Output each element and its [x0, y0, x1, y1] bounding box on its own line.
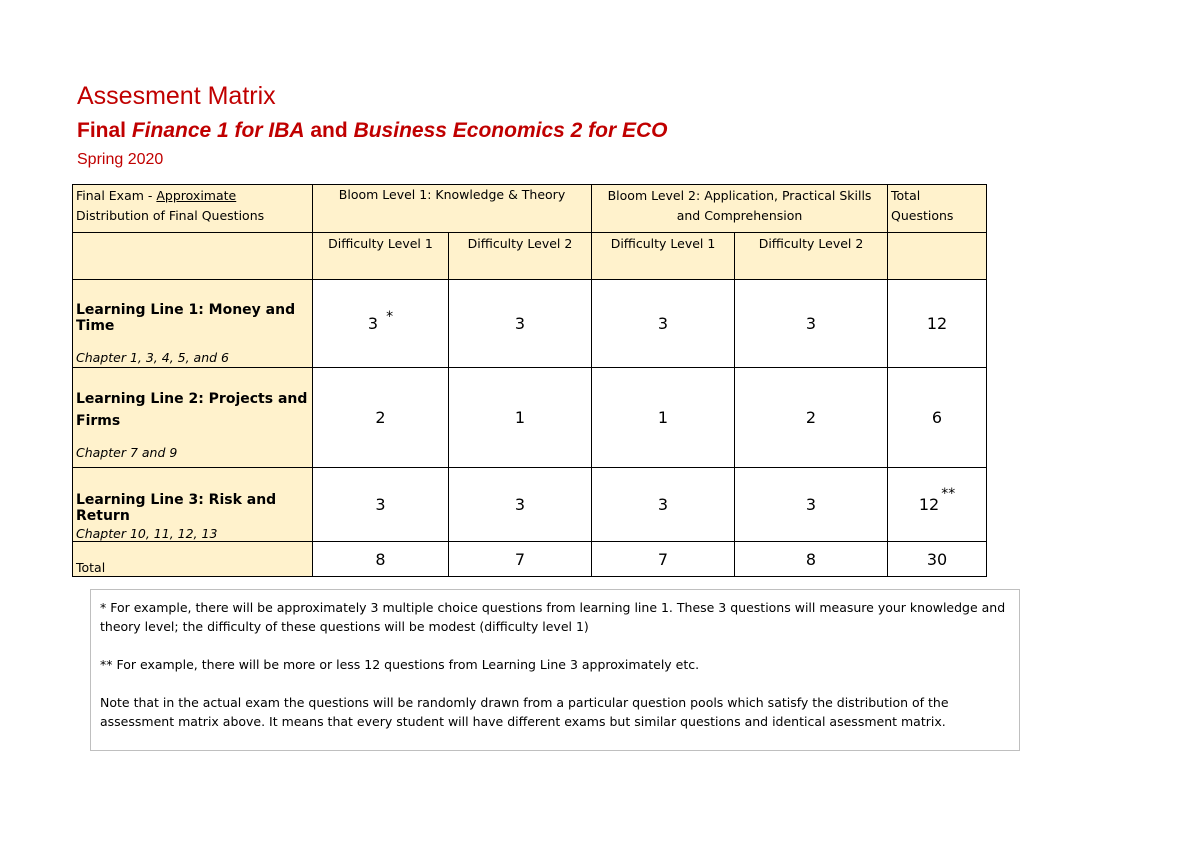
table-row: [73, 468, 987, 542]
corner-rest: Distribution of Final Questions: [76, 208, 265, 223]
total-value-cell: 8: [735, 542, 888, 577]
course-finance: Finance 1 for IBA: [131, 119, 305, 142]
header-row-difficulty: [73, 233, 987, 280]
learning-line-chapters: Chapter 10, 11, 12, 13: [76, 526, 218, 541]
learning-line-cell: [73, 280, 313, 368]
value-cell: 1: [449, 368, 592, 468]
value-cell: 3: [735, 468, 888, 542]
learning-line-cell: [73, 468, 313, 542]
table-row: [73, 280, 987, 368]
row-total-cell: [888, 468, 987, 542]
value-cell: 3: [592, 280, 735, 368]
corner-underlined: Approximate: [156, 188, 237, 203]
corner-prefix: Final Exam -: [76, 188, 157, 203]
difficulty-1-bloom-2: Difficulty Level 1: [592, 233, 735, 280]
difficulty-2-bloom-2: Difficulty Level 2: [735, 233, 888, 280]
learning-line-title: Learning Line 1: Money and Time: [76, 302, 296, 334]
value-cell: 3: [449, 280, 592, 368]
value-cell: 1: [592, 368, 735, 468]
grand-total-cell: 30: [888, 542, 987, 577]
blank-header-cell: [73, 233, 313, 280]
difficulty-2-bloom-1: Difficulty Level 2: [449, 233, 592, 280]
total-questions-header: Total Questions: [888, 185, 987, 233]
exam-subtitle: [77, 119, 668, 143]
learning-line-title: Learning Line 2: Projects and Firms: [76, 391, 308, 429]
course-economics: Business Economics 2 for ECO: [353, 119, 668, 142]
value-cell: 3: [735, 280, 888, 368]
bloom-level-1-header: Bloom Level 1: Knowledge & Theory: [313, 185, 592, 233]
value-cell: 3: [592, 468, 735, 542]
subtitle-and: and: [304, 119, 354, 142]
footnotes-box: [90, 589, 1020, 751]
learning-line-chapters: Chapter 1, 3, 4, 5, and 6: [76, 350, 229, 365]
footnote-1: * For example, there will be approximately 3 multiple choice questions from learning line 1. These 3 questions will measure your knowledge and theory level; the difficulty of these questions will be modest (difficulty level 1): [100, 600, 1006, 634]
value-cell: [313, 280, 449, 368]
totals-label: Total: [73, 542, 313, 577]
value-text: 12: [918, 495, 940, 514]
value-cell: 3: [313, 468, 449, 542]
corner-cell: [73, 185, 313, 233]
header-row-bloom: [73, 185, 987, 233]
total-value-cell: 8: [313, 542, 449, 577]
total-value-cell: 7: [449, 542, 592, 577]
assessment-matrix-table: [72, 184, 987, 577]
row-total-cell: 6: [888, 368, 987, 468]
totals-row: [73, 542, 987, 577]
learning-line-title: Learning Line 3: Risk and Return: [76, 492, 277, 524]
page-title: Assesment Matrix: [77, 82, 276, 110]
term-label: Spring 2020: [77, 151, 164, 168]
footnote-3: Note that in the actual exam the questions will be randomly drawn from a particular question pools which satisfy the distribution of the assessment matrix above. It means that every student will have different exams but similar questions and identical asessment matrix.: [100, 695, 949, 729]
value-cell: 2: [313, 368, 449, 468]
learning-line-chapters: Chapter 7 and 9: [76, 445, 178, 460]
difficulty-1-bloom-1: Difficulty Level 1: [313, 233, 449, 280]
value-cell: 2: [735, 368, 888, 468]
subtitle-prefix: Final: [77, 119, 132, 142]
footnote-mark: **: [941, 486, 956, 502]
value-cell: 3: [449, 468, 592, 542]
blank-total-header: [888, 233, 987, 280]
table-row: [73, 368, 987, 468]
footnote-mark: *: [386, 309, 394, 325]
total-value-cell: 7: [592, 542, 735, 577]
value-text: 3: [367, 314, 379, 333]
footnote-2: ** For example, there will be more or less 12 questions from Learning Line 3 approximately etc.: [100, 657, 700, 672]
row-total-cell: 12: [888, 280, 987, 368]
bloom-level-2-header: Bloom Level 2: Application, Practical Skills and Comprehension: [592, 185, 888, 233]
learning-line-cell: [73, 368, 313, 468]
